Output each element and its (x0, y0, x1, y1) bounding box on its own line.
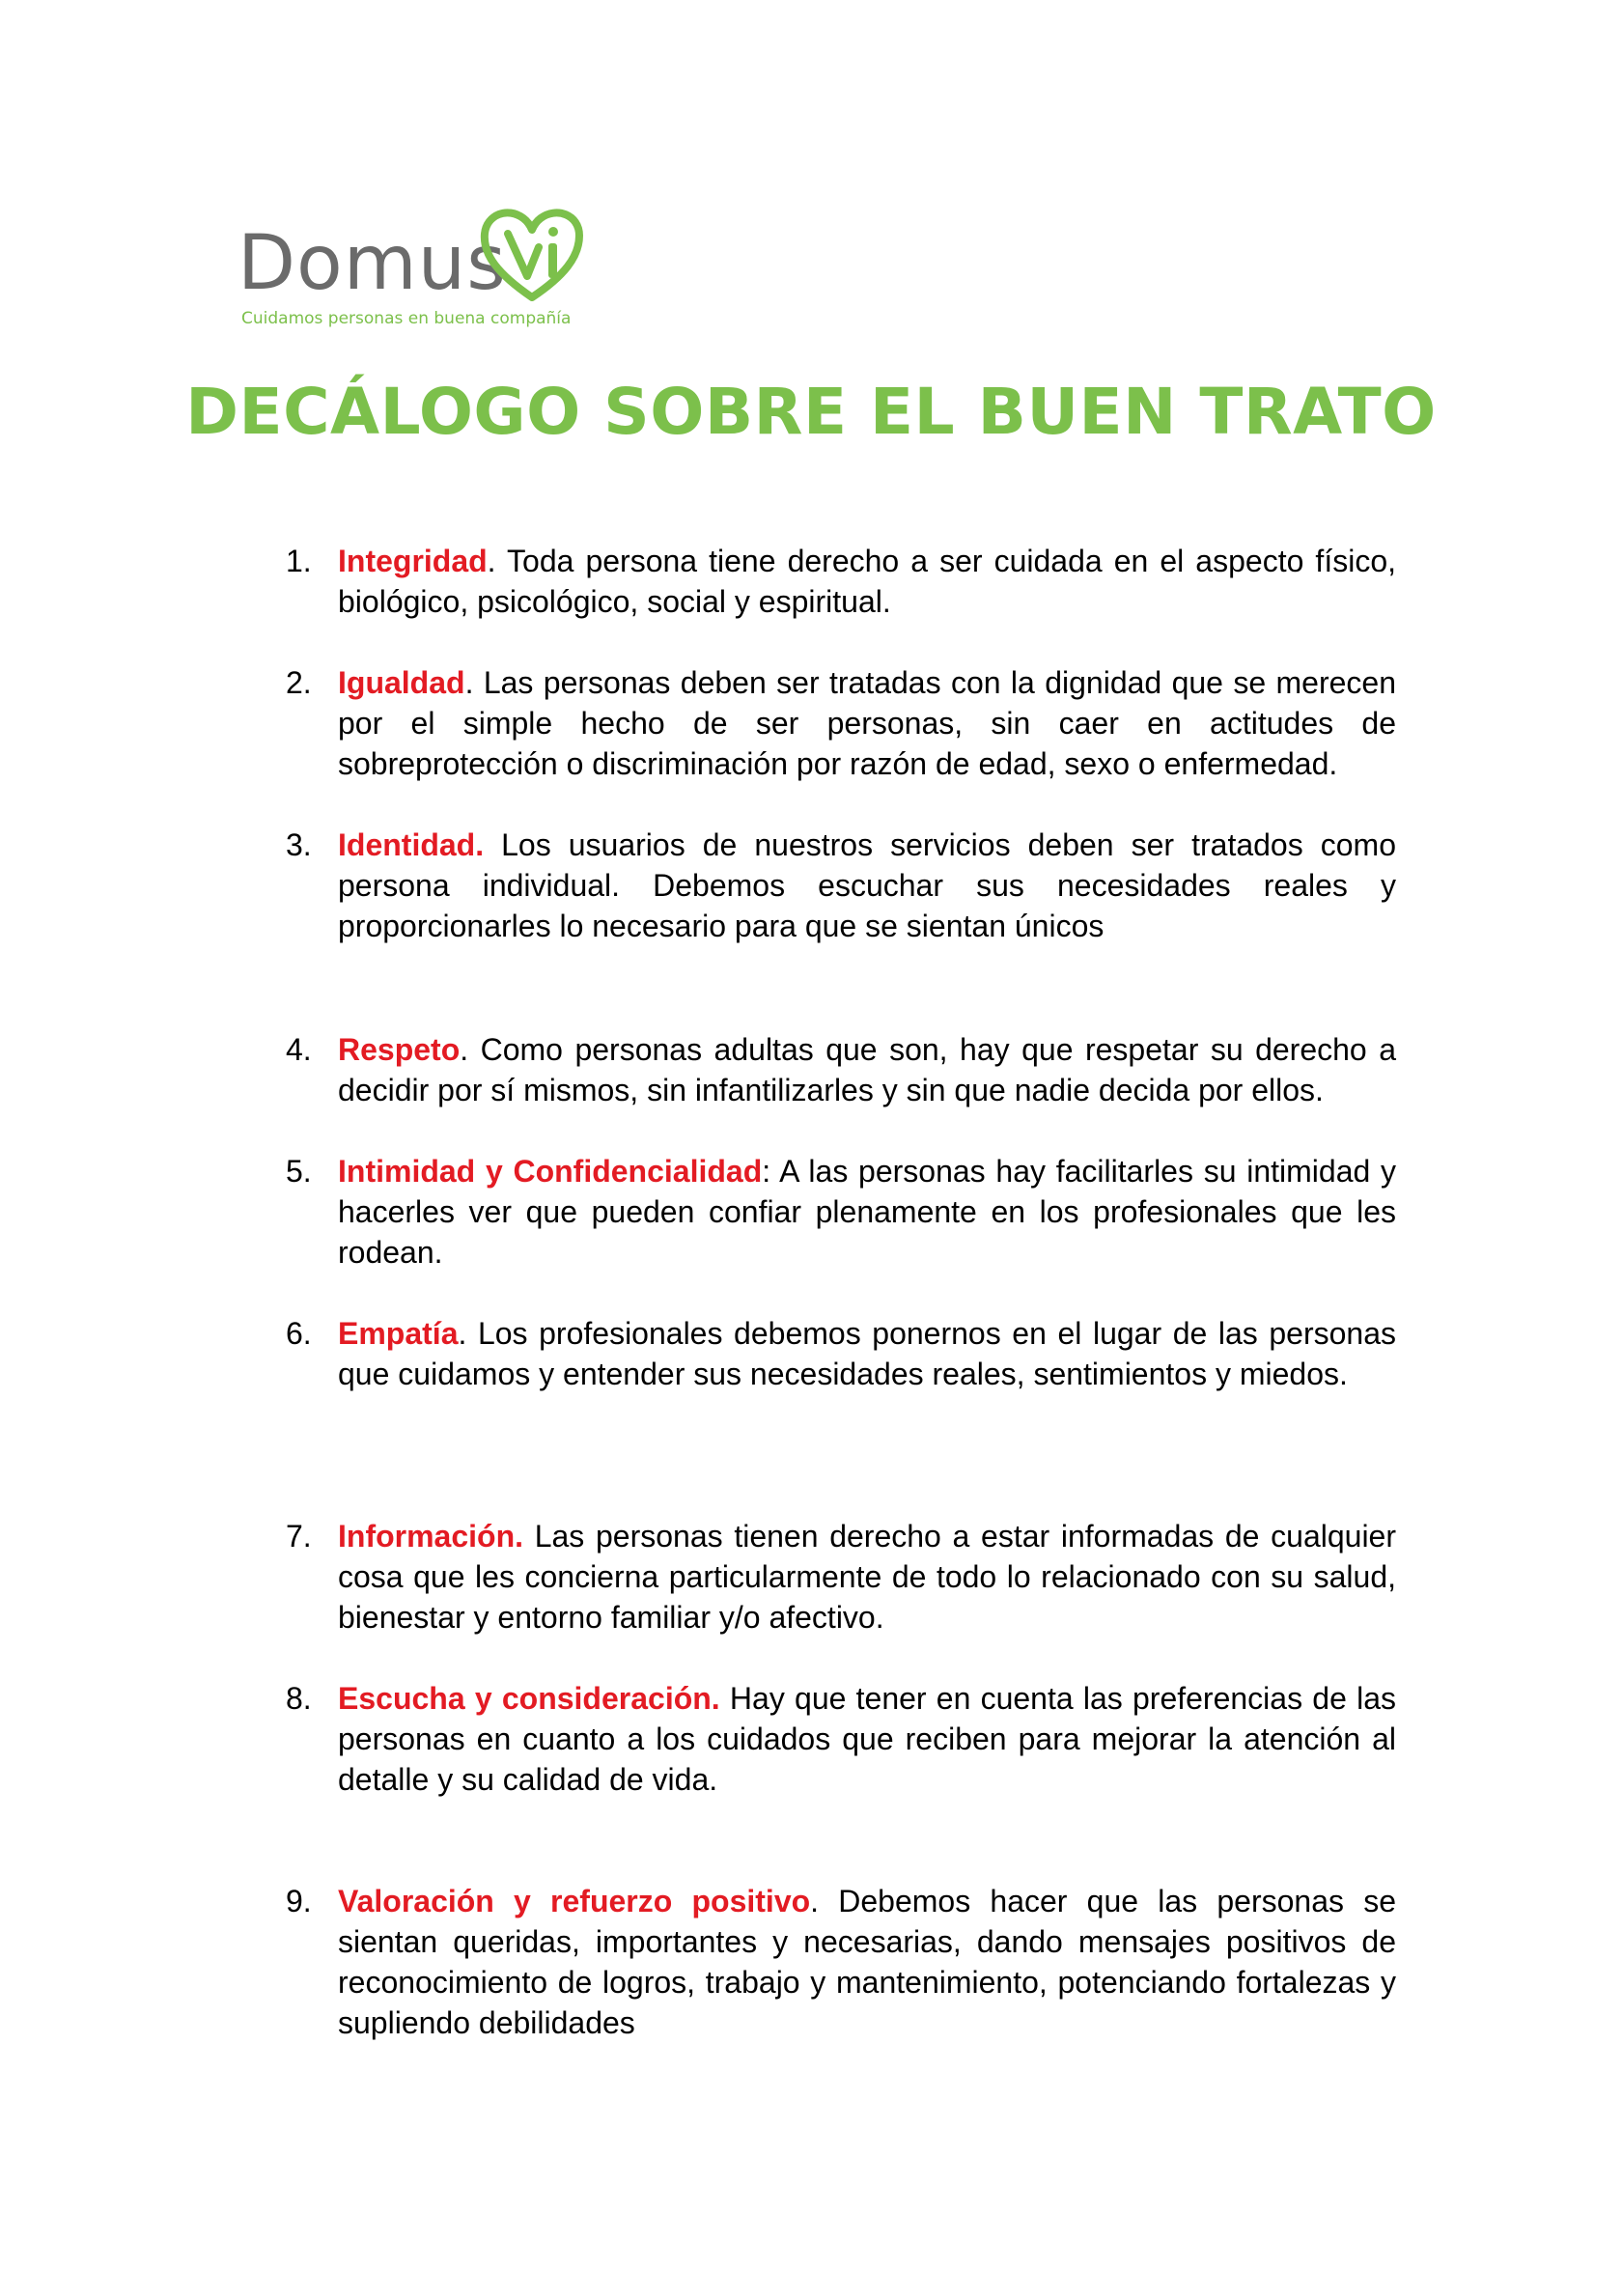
item-text: . Los profesionales debemos ponernos en el lugar de las personas que cuidamos y entender sus necesidades reales, sentimientos y miedos. (338, 1316, 1396, 1391)
page-title: DECÁLOGO SOBRE EL BUEN TRATO (185, 375, 1437, 449)
item-body (338, 662, 1396, 784)
item-body (338, 1678, 1396, 1800)
item-body (338, 1313, 1396, 1394)
item-body (338, 1151, 1396, 1273)
logo-tagline: Cuidamos personas en buena compañía (241, 309, 572, 328)
domusvi-logo (238, 205, 585, 340)
list-item (286, 1029, 1396, 1110)
item-body (338, 541, 1396, 622)
item-number: 6. (286, 1316, 312, 1351)
item-text: . Como personas adultas que son, hay que respetar su derecho a decidir por sí mismos, sin infantilizarles y sin que nadie decida por ellos. (338, 1032, 1396, 1107)
list-item (286, 1678, 1396, 1800)
list-item (286, 1881, 1396, 2043)
item-term: Identidad. (338, 827, 485, 862)
item-term: Integridad (338, 544, 488, 578)
item-body (338, 1029, 1396, 1110)
item-number: 4. (286, 1032, 312, 1067)
item-term: Intimidad y Confidencialidad (338, 1154, 763, 1189)
item-number: 3. (286, 827, 312, 862)
item-term: Valoración y refuerzo positivo (338, 1884, 811, 1918)
item-text: Los usuarios de nuestros servicios deben ser tratados como persona individual. Debemos escuchar sus necesidades reales y proporcionarles lo necesario para que se sientan únicos (338, 827, 1396, 943)
heart-leaf-logo-icon (479, 205, 585, 301)
item-term: Igualdad (338, 665, 465, 700)
item-text: : A las personas hay facilitarles su intimidad y hacerles ver que pueden confiar plenamente en los profesionales que les rodean. (338, 1154, 1397, 1270)
item-text: Las personas tienen derecho a estar informadas de cualquier cosa que les concierna particularmente de todo lo relacionado con su salud, bienestar y entorno familiar y/o afectivo. (338, 1519, 1396, 1635)
item-text: . Las personas deben ser tratadas con la dignidad que se merecen por el simple hecho de ser personas, sin caer en actitudes de sobreprotección o discriminación por razón de edad, sexo o enfermedad. (338, 665, 1396, 781)
logo-wordmark: Domus (238, 220, 507, 307)
list-item (286, 1516, 1396, 1638)
item-number: 9. (286, 1884, 312, 1918)
item-text: Hay que tener en cuenta las preferencias de las personas en cuanto a los cuidados que reciben para mejorar la atención al detalle y su calidad de vida. (338, 1681, 1397, 1797)
list-item (286, 1151, 1396, 1273)
item-number: 7. (286, 1519, 312, 1554)
list-item (286, 825, 1396, 946)
item-text: . Toda persona tiene derecho a ser cuidada en el aspecto físico, biológico, psicológico, social y espiritual. (338, 544, 1396, 619)
item-number: 8. (286, 1681, 312, 1716)
item-body (338, 1516, 1396, 1638)
item-term: Respeto (338, 1032, 461, 1067)
item-term: Empatía (338, 1316, 459, 1351)
list-item (286, 541, 1396, 622)
list-item (286, 662, 1396, 784)
item-term: Escucha y consideración. (338, 1681, 720, 1716)
item-body (338, 825, 1396, 946)
list-item (286, 1313, 1396, 1394)
item-text: . Debemos hacer que las personas se sientan queridas, importantes y necesarias, dando mensajes positivos de reconocimiento de logros, trabajo y mantenimiento, potenciando fortalezas y supliendo debilidades (338, 1884, 1397, 2040)
item-body (338, 1881, 1396, 2043)
item-term: Información. (338, 1519, 524, 1554)
item-number: 1. (286, 544, 312, 578)
item-number: 2. (286, 665, 312, 700)
item-number: 5. (286, 1154, 312, 1189)
